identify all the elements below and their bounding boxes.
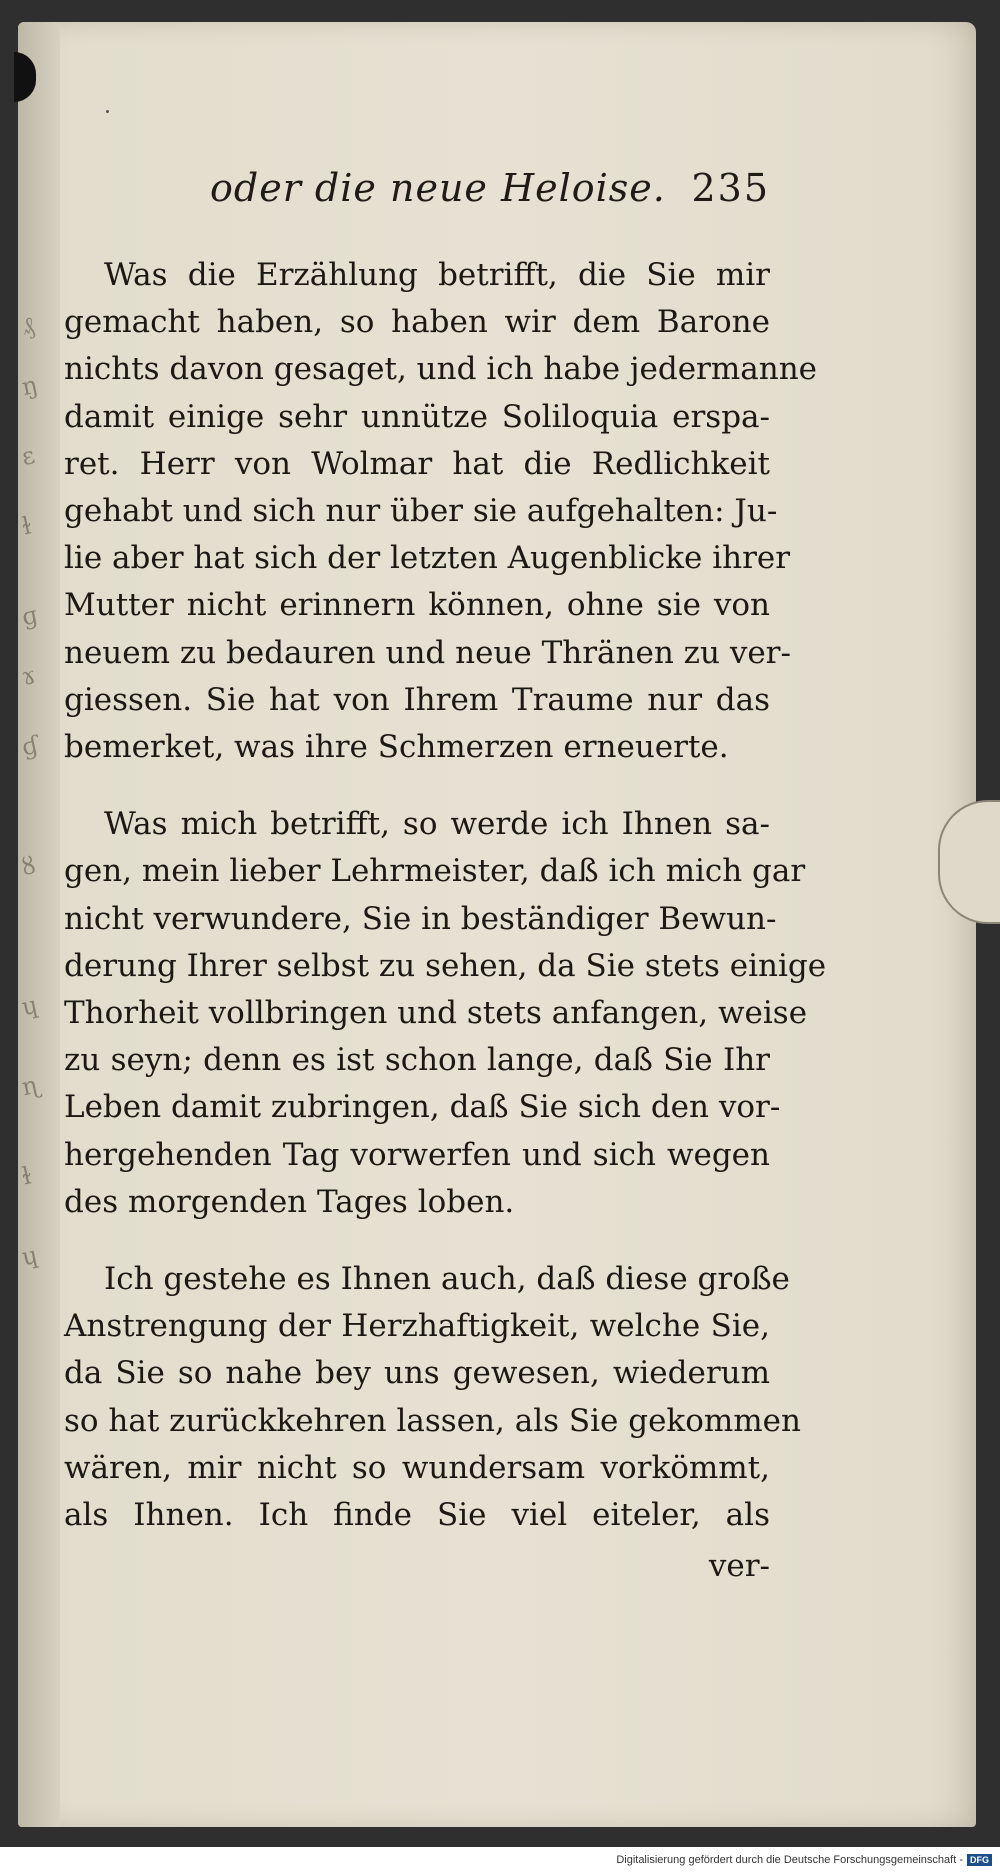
text-line: nichts davon gesaget, und ich habe jedermanne — [64, 351, 818, 388]
paragraph-2 — [64, 801, 827, 1226]
text-line: Mutter nicht erinnern können, ohne sie von — [64, 587, 770, 624]
text-line: hergehenden Tag vorwerfen und sich wegen — [64, 1136, 770, 1173]
footer-text: Digitalisierung gefördert durch die Deutsche Forschungsgemeinschaft - — [616, 1854, 963, 1866]
text-line: ret. Herr von Wolmar hat die Redlichkeit — [64, 445, 770, 482]
text-line: giessen. Sie hat von Ihrem Traume nur das — [64, 681, 770, 718]
text-line: gemacht haben, so haben wir dem Barone — [64, 304, 770, 341]
bleed-through-text: ₰ ŋ ɛ ɫ ɡ ɤ ɠ ȣ ɥ ɳ ɫ ɥ — [19, 311, 42, 1272]
text-line: zu seyn; denn es ist schon lange, daß Sie Ihr — [64, 1042, 770, 1079]
text-line: Anstrengung der Herzhaftigkeit, welche Sie, — [64, 1308, 770, 1345]
text-line: lie aber hat sich der letzten Augenblicke ihrer — [64, 540, 791, 577]
text-line: Leben damit zubringen, daß Sie sich den vor- — [64, 1089, 781, 1126]
text-line: Was mich betrifft, so werde ich Ihnen sa- — [104, 806, 770, 843]
page-body — [64, 252, 827, 1539]
text-line: Thorheit vollbringen und stets anfangen, weise — [64, 995, 808, 1032]
text-line: gen, mein lieber Lehrmeister, daß ich mich gar — [64, 853, 806, 890]
paragraph-1 — [64, 252, 818, 771]
text-line: Was die Erzählung betrifft, die Sie mir — [104, 257, 770, 293]
page-tab-mark — [938, 800, 1000, 924]
text-line: da Sie so nahe bey uns gewesen, wiederum — [64, 1355, 770, 1392]
text-line: nicht verwundere, Sie in beständiger Bewun- — [64, 900, 777, 937]
text-line: so hat zurückkehren lassen, als Sie gekommen — [64, 1402, 801, 1439]
ink-speck — [106, 110, 109, 113]
text-line: neuem zu bedauren und neue Thränen zu ver- — [64, 634, 791, 671]
digitization-footer — [0, 1847, 1000, 1873]
text-line: des morgenden Tages loben. — [64, 1183, 515, 1220]
page-number: 235 — [691, 166, 770, 210]
running-head — [210, 166, 770, 210]
text-line: bemerket, was ihre Schmerzen erneuerte. — [64, 729, 729, 766]
text-line: Ich gestehe es Ihnen auch, daß diese große — [104, 1261, 790, 1298]
paragraph-3 — [64, 1256, 801, 1539]
text-line: als Ihnen. Ich finde Sie viel eiteler, als — [64, 1497, 770, 1534]
text-line: derung Ihrer selbst zu sehen, da Sie stets einige — [64, 947, 827, 984]
dfg-logo[interactable]: DFG — [967, 1854, 992, 1866]
catchword: ver- — [708, 1548, 770, 1584]
text-line: wären, mir nicht so wundersam vorkömmt, — [64, 1449, 770, 1486]
text-line: damit einige sehr unnütze Soliloquia erspa- — [64, 398, 770, 435]
text-line: gehabt und sich nur über sie aufgehalten: Ju- — [64, 493, 778, 530]
running-title: oder die neue Heloise. — [210, 166, 666, 210]
